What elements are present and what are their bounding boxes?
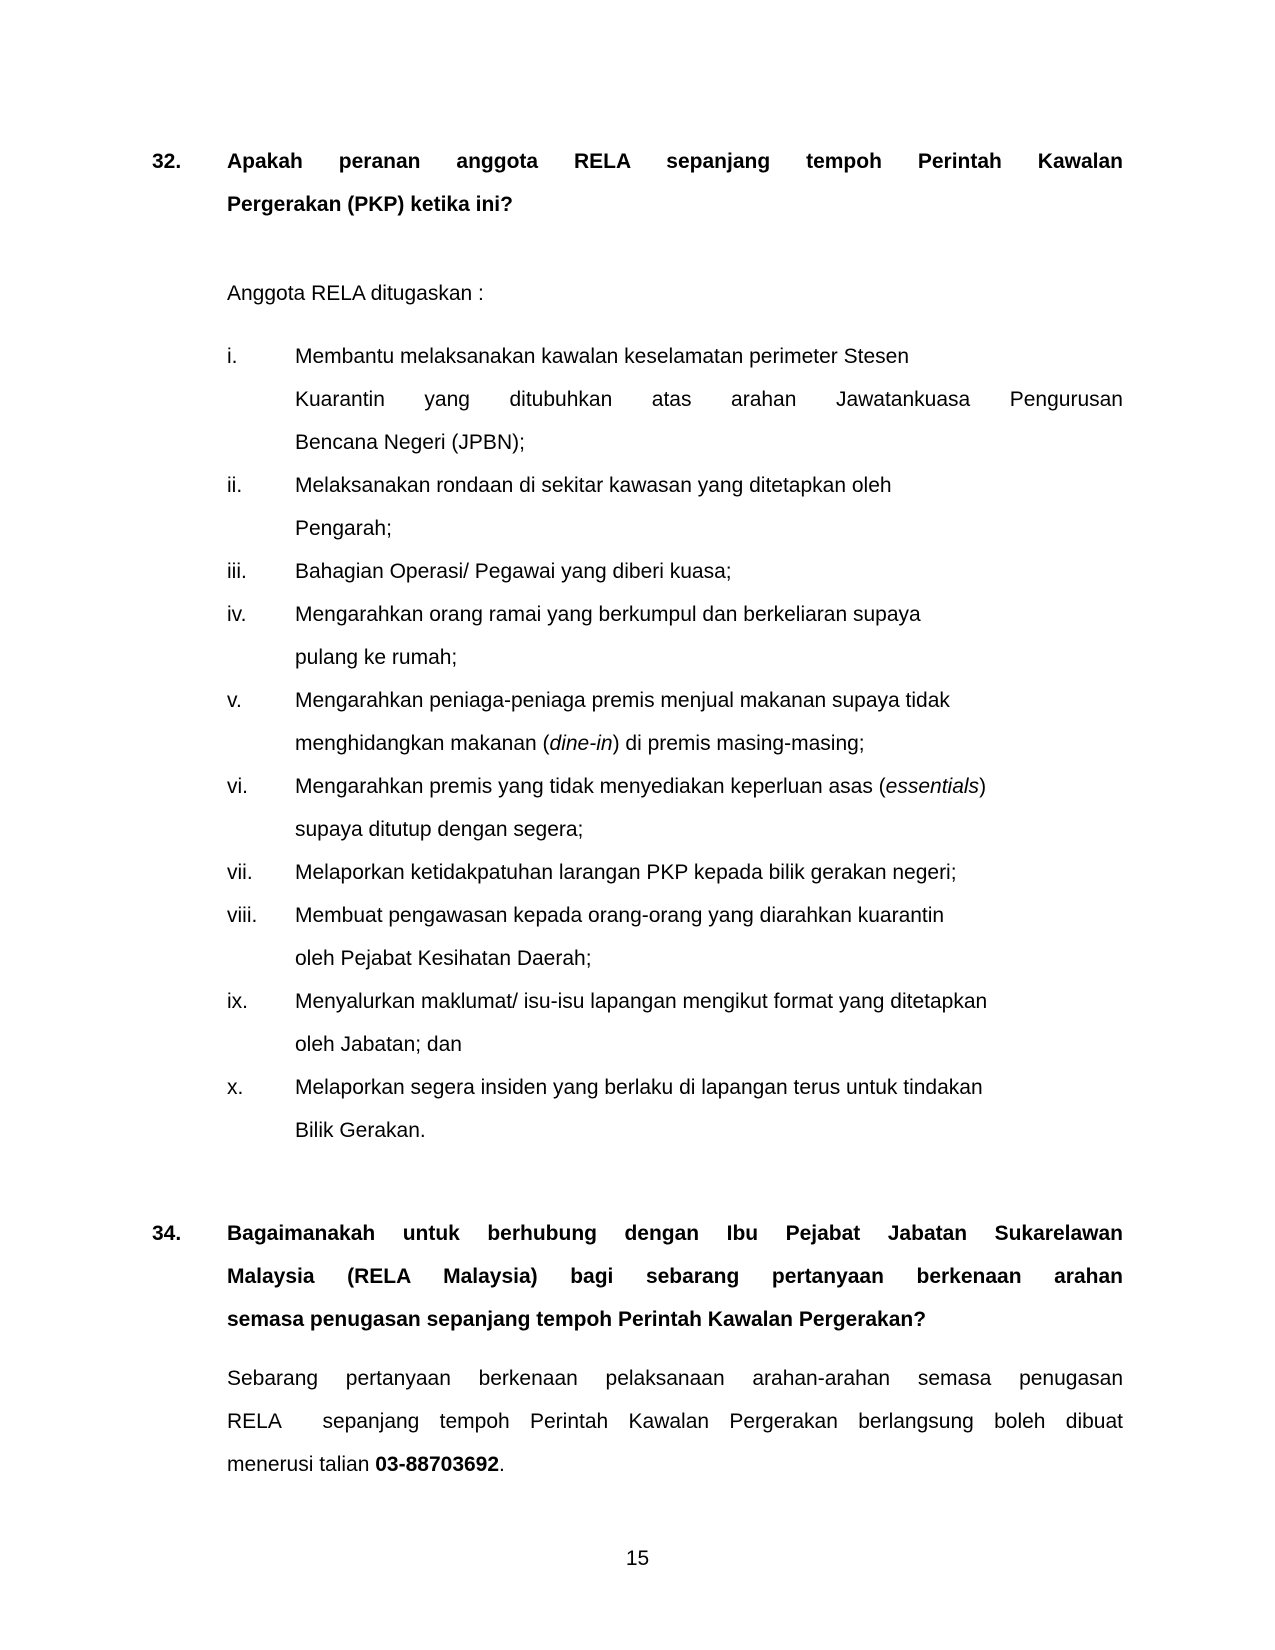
task-list bbox=[227, 335, 1123, 1152]
text-line: Mengarahkan peniaga-peniaga premis menjual makanan supaya tidak bbox=[295, 689, 950, 712]
text-line: Melaporkan ketidakpatuhan larangan PKP kepada bilik gerakan negeri; bbox=[295, 861, 957, 884]
text-line: menghidangkan makanan (dine-in) di premis masing-masing; bbox=[295, 732, 865, 755]
task-text bbox=[295, 980, 1123, 1066]
text-line: Kuarantin yang ditubuhkan atas arahan Jawatankuasa Pengurusan bbox=[295, 388, 1123, 411]
text-line: semasa penugasan sepanjang tempoh Perintah Kawalan Pergerakan? bbox=[227, 1308, 927, 1331]
text-line: pulang ke rumah; bbox=[295, 646, 458, 669]
task-text bbox=[295, 765, 1123, 851]
text-line: Malaysia (RELA Malaysia) bagi sebarang pertanyaan berkenaan arahan bbox=[227, 1265, 1123, 1288]
task-numeral: iv. bbox=[227, 603, 247, 626]
text-line: menerusi talian 03-88703692. bbox=[227, 1453, 505, 1476]
text-line: Bahagian Operasi/ Pegawai yang diberi kuasa; bbox=[295, 560, 732, 583]
text-line: Melaporkan segera insiden yang berlaku di lapangan terus untuk tindakan bbox=[295, 1076, 983, 1099]
question-text-32 bbox=[227, 140, 1123, 226]
task-numeral: x. bbox=[227, 1076, 244, 1099]
task-text bbox=[295, 851, 1123, 894]
answer-intro-32: Anggota RELA ditugaskan : bbox=[227, 282, 484, 305]
task-text bbox=[295, 679, 1123, 765]
text-line: Pengarah; bbox=[295, 517, 392, 540]
section-q32 bbox=[152, 140, 1123, 1152]
text-line: Bagaimanakah untuk berhubung dengan Ibu Pejabat Jabatan Sukarelawan bbox=[227, 1222, 1123, 1245]
page-number: 15 bbox=[625, 1547, 650, 1570]
task-text bbox=[295, 894, 1123, 980]
task-text bbox=[295, 464, 1123, 550]
task-numeral: ix. bbox=[227, 990, 248, 1013]
task-numeral: viii. bbox=[227, 904, 258, 927]
task-text bbox=[295, 550, 1123, 593]
text-line: Membantu melaksanakan kawalan keselamatan perimeter Stesen bbox=[295, 345, 909, 368]
text-line: Mengarahkan orang ramai yang berkumpul dan berkeliaran supaya bbox=[295, 603, 921, 626]
task-text bbox=[295, 1066, 1123, 1152]
text-line: RELA sepanjang tempoh Perintah Kawalan Pergerakan berlangsung boleh dibuat bbox=[227, 1410, 1123, 1433]
section-q34 bbox=[152, 1212, 1123, 1486]
question-number-34: 34. bbox=[152, 1222, 182, 1245]
text-line: Apakah peranan anggota RELA sepanjang tempoh Perintah Kawalan bbox=[227, 150, 1123, 173]
task-numeral: ii. bbox=[227, 474, 243, 497]
text-line: Pergerakan (PKP) ketika ini? bbox=[227, 193, 513, 216]
task-text bbox=[295, 593, 1123, 679]
answer-text-34 bbox=[227, 1357, 1123, 1486]
task-numeral: v. bbox=[227, 689, 242, 712]
task-numeral: vii. bbox=[227, 861, 253, 884]
text-line: oleh Pejabat Kesihatan Daerah; bbox=[295, 947, 592, 970]
text-line: Membuat pengawasan kepada orang-orang yang diarahkan kuarantin bbox=[295, 904, 945, 927]
text-line: supaya ditutup dengan segera; bbox=[295, 818, 584, 841]
text-line: Bencana Negeri (JPBN); bbox=[295, 431, 525, 454]
text-line: Bilik Gerakan. bbox=[295, 1119, 426, 1142]
task-numeral: i. bbox=[227, 345, 238, 368]
task-numeral: vi. bbox=[227, 775, 248, 798]
task-numeral: iii. bbox=[227, 560, 247, 583]
text-line: Menyalurkan maklumat/ isu-isu lapangan mengikut format yang ditetapkan bbox=[295, 990, 988, 1013]
question-text-34 bbox=[227, 1212, 1123, 1341]
text-line: oleh Jabatan; dan bbox=[295, 1033, 462, 1056]
text-line: Sebarang pertanyaan berkenaan pelaksanaan arahan-arahan semasa penugasan bbox=[227, 1367, 1123, 1390]
text-line: Mengarahkan premis yang tidak menyediakan keperluan asas (essentials) bbox=[295, 775, 987, 798]
task-text bbox=[295, 335, 1123, 464]
text-line: Melaksanakan rondaan di sekitar kawasan yang ditetapkan oleh bbox=[295, 474, 892, 497]
question-number-32: 32. bbox=[152, 150, 182, 173]
